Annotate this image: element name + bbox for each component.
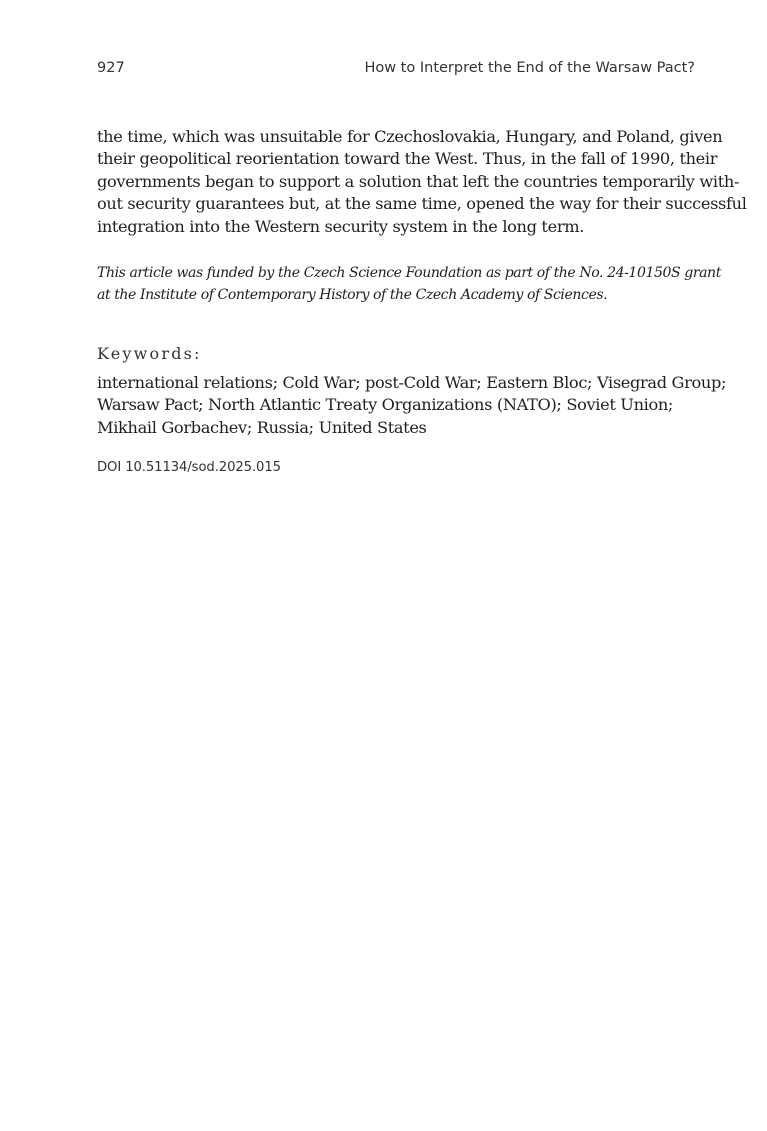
keywords-list — [97, 372, 727, 439]
abstract-line: out security guarantees but, at the same time, opened the way for their successful — [97, 194, 747, 214]
keywords-line: Warsaw Pact; North Atlantic Treaty Organizations (NATO); Soviet Union; — [97, 395, 674, 415]
abstract-line: governments began to support a solution that left the countries temporarily with- — [97, 171, 740, 191]
abstract-line: their geopolitical reorientation toward the West. Thus, in the fall of 1990, their — [97, 149, 718, 169]
keywords-line: Mikhail Gorbachev; Russia; United States — [97, 417, 427, 437]
doi-identifier: DOI 10.51134/sod.2025.015 — [97, 460, 281, 475]
abstract-paragraph — [97, 126, 747, 238]
abstract-line: the time, which was unsuitable for Czechoslovakia, Hungary, and Poland, given — [97, 127, 723, 146]
funding-line: at the Institute of Contemporary History of the Czech Academy of Sciences. — [97, 287, 608, 304]
keywords-line: international relations; Cold War; post-Cold War; Eastern Bloc; Visegrad Group; — [97, 373, 727, 392]
running-header — [97, 60, 695, 82]
abstract-line: integration into the Western security system in the long term. — [97, 216, 584, 236]
keywords-heading: Keywords: — [97, 344, 202, 363]
funding-line: This article was funded by the Czech Science Foundation as part of the No. 24-10150S grant — [97, 265, 721, 281]
page-number: 927 — [97, 60, 125, 76]
running-title: How to Interpret the End of the Warsaw Pact? — [364, 60, 695, 76]
funding-note — [97, 262, 721, 306]
